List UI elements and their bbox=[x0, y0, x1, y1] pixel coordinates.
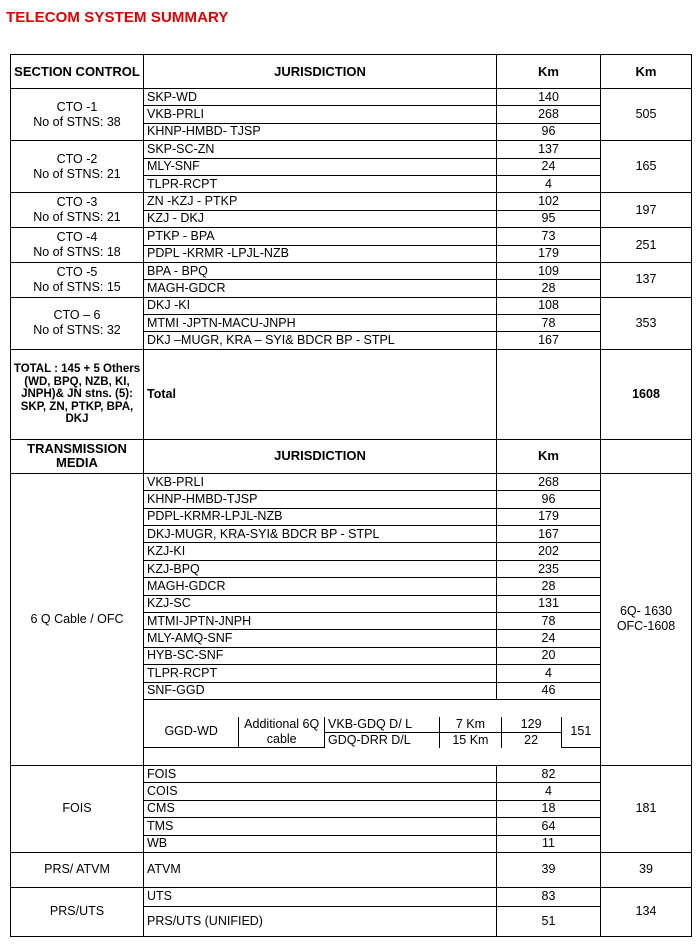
jurisdiction-cell: PDPL -KRMR -LPJL-NZB bbox=[144, 245, 497, 262]
grand-total-km: 1608 bbox=[601, 349, 692, 439]
km-cell: 11 bbox=[497, 835, 601, 852]
jurisdiction-cell: KZJ-KI bbox=[144, 543, 497, 560]
ggd-route: VKB-GDQ D/ L bbox=[325, 717, 440, 733]
jurisdiction-cell: SNF-GGD bbox=[144, 682, 497, 699]
km-cell: 96 bbox=[497, 123, 601, 140]
cto-total-km: 505 bbox=[601, 89, 692, 141]
cto-name: CTO -4 bbox=[56, 230, 98, 245]
km-cell: 20 bbox=[497, 647, 601, 664]
cto-total-km: 251 bbox=[601, 228, 692, 263]
prs-atvm-total-km: 39 bbox=[601, 852, 692, 887]
jurisdiction-cell: KZJ-SC bbox=[144, 595, 497, 612]
cto-total-km: 165 bbox=[601, 141, 692, 193]
cto-row bbox=[11, 262, 692, 279]
km-cell: 24 bbox=[497, 158, 601, 175]
jurisdiction-cell: SKP-SC-ZN bbox=[144, 141, 497, 158]
header-jurisdiction: JURISDICTION bbox=[144, 55, 497, 89]
cto-row bbox=[11, 193, 692, 210]
jurisdiction-cell: MAGH-GDCR bbox=[144, 578, 497, 595]
cto-row bbox=[11, 228, 692, 245]
jurisdiction-cell: PRS/UTS (UNIFIED) bbox=[144, 906, 497, 936]
cto-stations: No of STNS: 38 bbox=[33, 114, 121, 129]
jurisdiction-cell: MTMI -JPTN-MACU-JNPH bbox=[144, 315, 497, 332]
cto-stations: No of STNS: 21 bbox=[33, 210, 121, 225]
header-transmission-media: TRANSMISSION MEDIA bbox=[11, 439, 144, 473]
ggd-label: GGD-WD bbox=[144, 717, 239, 748]
header-row-section bbox=[11, 55, 692, 89]
cto-row bbox=[11, 297, 692, 314]
jurisdiction-cell: COIS bbox=[144, 783, 497, 800]
total-label: Total bbox=[144, 349, 497, 439]
km-cell: 202 bbox=[497, 543, 601, 560]
ggd-distance: 7 Km bbox=[440, 717, 501, 733]
km-cell: 78 bbox=[497, 612, 601, 629]
jurisdiction-cell: VKB-PRLI bbox=[144, 473, 497, 490]
ofc-total-6q: 6Q- 1630 bbox=[619, 604, 673, 619]
total-row bbox=[11, 349, 692, 439]
km-cell: 18 bbox=[497, 800, 601, 817]
jurisdiction-cell: FOIS bbox=[144, 765, 497, 782]
media-prs-uts-label: PRS/UTS bbox=[11, 887, 144, 936]
cto-total-km: 197 bbox=[601, 193, 692, 228]
cto-stations: No of STNS: 18 bbox=[33, 245, 121, 260]
jurisdiction-cell: VKB-PRLI bbox=[144, 106, 497, 123]
ggd-distance: 15 Km bbox=[440, 732, 501, 748]
km-cell: 95 bbox=[497, 210, 601, 227]
fois-total-km: 181 bbox=[601, 765, 692, 852]
km-cell: 167 bbox=[497, 526, 601, 543]
media-prs-atvm-label: PRS/ ATVM bbox=[11, 852, 144, 887]
section-control-cell bbox=[11, 193, 144, 228]
km-cell: 109 bbox=[497, 262, 601, 279]
fois-row bbox=[11, 765, 692, 782]
header-km-2: Km bbox=[497, 439, 601, 473]
ggd-km: 129 bbox=[501, 717, 561, 733]
jurisdiction-cell: KZJ - DKJ bbox=[144, 210, 497, 227]
km-cell: 235 bbox=[497, 560, 601, 577]
header-row-media bbox=[11, 439, 692, 473]
total-stations-note: TOTAL : 145 + 5 Others (WD, BPQ, NZB, KI, JNPH)& JN stns. (5): SKP, ZN, PTKP, BPA, DKJ bbox=[11, 349, 144, 439]
summary-table-body bbox=[11, 55, 692, 937]
ofc-row bbox=[11, 473, 692, 490]
km-cell: 73 bbox=[497, 228, 601, 245]
jurisdiction-cell: ZN -KZJ - PTKP bbox=[144, 193, 497, 210]
jurisdiction-cell: DKJ –MUGR, KRA – SYI& BDCR BP - STPL bbox=[144, 332, 497, 349]
cto-stations: No of STNS: 15 bbox=[33, 279, 121, 294]
jurisdiction-cell: TMS bbox=[144, 818, 497, 835]
section-control-cell bbox=[11, 228, 144, 263]
km-cell: 46 bbox=[497, 682, 601, 699]
km-cell: 179 bbox=[497, 508, 601, 525]
km-cell: 4 bbox=[497, 783, 601, 800]
cto-name: CTO -2 bbox=[56, 151, 98, 166]
km-cell: 39 bbox=[497, 852, 601, 887]
prs-uts-row bbox=[11, 887, 692, 906]
cto-stations: No of STNS: 21 bbox=[33, 166, 121, 181]
jurisdiction-cell: DKJ-MUGR, KRA-SYI& BDCR BP - STPL bbox=[144, 526, 497, 543]
jurisdiction-cell: TLPR-RCPT bbox=[144, 175, 497, 192]
ofc-total-cell bbox=[601, 473, 692, 765]
ofc-total-ofc: OFC-1608 bbox=[616, 619, 676, 634]
km-cell: 51 bbox=[497, 906, 601, 936]
km-cell: 108 bbox=[497, 297, 601, 314]
ggd-sub-row bbox=[144, 717, 600, 733]
km-cell: 179 bbox=[497, 245, 601, 262]
jurisdiction-cell: CMS bbox=[144, 800, 497, 817]
jurisdiction-cell: HYB-SC-SNF bbox=[144, 647, 497, 664]
cto-total-km: 137 bbox=[601, 262, 692, 297]
km-cell: 28 bbox=[497, 280, 601, 297]
km-cell: 96 bbox=[497, 491, 601, 508]
empty-cell bbox=[497, 349, 601, 439]
jurisdiction-cell: KHNP-HMBD- TJSP bbox=[144, 123, 497, 140]
jurisdiction-cell: MLY-AMQ-SNF bbox=[144, 630, 497, 647]
header-jurisdiction-2: JURISDICTION bbox=[144, 439, 497, 473]
km-cell: 4 bbox=[497, 175, 601, 192]
jurisdiction-cell: MAGH-GDCR bbox=[144, 280, 497, 297]
km-cell: 137 bbox=[497, 141, 601, 158]
ggd-route: GDQ-DRR D/L bbox=[325, 732, 440, 748]
jurisdiction-cell: WB bbox=[144, 835, 497, 852]
km-cell: 83 bbox=[497, 887, 601, 906]
jurisdiction-cell: KZJ-BPQ bbox=[144, 560, 497, 577]
jurisdiction-cell: SKP-WD bbox=[144, 89, 497, 106]
km-cell: 167 bbox=[497, 332, 601, 349]
cto-row bbox=[11, 141, 692, 158]
jurisdiction-cell: ATVM bbox=[144, 852, 497, 887]
km-cell: 140 bbox=[497, 89, 601, 106]
ggd-detail-cell bbox=[144, 699, 601, 765]
section-control-cell bbox=[11, 89, 144, 141]
km-cell: 78 bbox=[497, 315, 601, 332]
header-section-control: SECTION CONTROL bbox=[11, 55, 144, 89]
km-cell: 4 bbox=[497, 665, 601, 682]
km-cell: 28 bbox=[497, 578, 601, 595]
jurisdiction-cell: PDPL-KRMR-LPJL-NZB bbox=[144, 508, 497, 525]
ggd-inner-table bbox=[144, 717, 600, 749]
header-km: Km bbox=[497, 55, 601, 89]
cto-row bbox=[11, 89, 692, 106]
jurisdiction-cell: KHNP-HMBD-TJSP bbox=[144, 491, 497, 508]
media-fois-label: FOIS bbox=[11, 765, 144, 852]
cto-name: CTO -1 bbox=[56, 99, 98, 114]
section-control-cell bbox=[11, 297, 144, 349]
media-ofc-label: 6 Q Cable / OFC bbox=[11, 473, 144, 765]
page-title: TELECOM SYSTEM SUMMARY bbox=[6, 9, 229, 26]
km-cell: 24 bbox=[497, 630, 601, 647]
cto-name: CTO -5 bbox=[56, 264, 98, 279]
ggd-km: 22 bbox=[501, 732, 561, 748]
ggd-additional: Additional 6Q cable bbox=[239, 717, 325, 748]
empty-header-cell bbox=[601, 439, 692, 473]
cto-total-km: 353 bbox=[601, 297, 692, 349]
cto-name: CTO – 6 bbox=[53, 308, 101, 323]
summary-table bbox=[10, 54, 692, 937]
cto-name: CTO -3 bbox=[56, 195, 98, 210]
km-cell: 82 bbox=[497, 765, 601, 782]
jurisdiction-cell: MLY-SNF bbox=[144, 158, 497, 175]
km-cell: 64 bbox=[497, 818, 601, 835]
section-control-cell bbox=[11, 262, 144, 297]
km-cell: 268 bbox=[497, 473, 601, 490]
km-cell: 268 bbox=[497, 106, 601, 123]
jurisdiction-cell: PTKP - BPA bbox=[144, 228, 497, 245]
cto-stations: No of STNS: 32 bbox=[33, 323, 121, 338]
section-control-cell bbox=[11, 141, 144, 193]
ggd-total: 151 bbox=[561, 717, 600, 748]
km-cell: 131 bbox=[497, 595, 601, 612]
prs-atvm-row bbox=[11, 852, 692, 887]
km-cell: 102 bbox=[497, 193, 601, 210]
jurisdiction-cell: UTS bbox=[144, 887, 497, 906]
jurisdiction-cell: TLPR-RCPT bbox=[144, 665, 497, 682]
prs-uts-total-km: 134 bbox=[601, 887, 692, 936]
jurisdiction-cell: MTMI-JPTN-JNPH bbox=[144, 612, 497, 629]
header-km-total: Km bbox=[601, 55, 692, 89]
jurisdiction-cell: DKJ -KI bbox=[144, 297, 497, 314]
jurisdiction-cell: BPA - BPQ bbox=[144, 262, 497, 279]
